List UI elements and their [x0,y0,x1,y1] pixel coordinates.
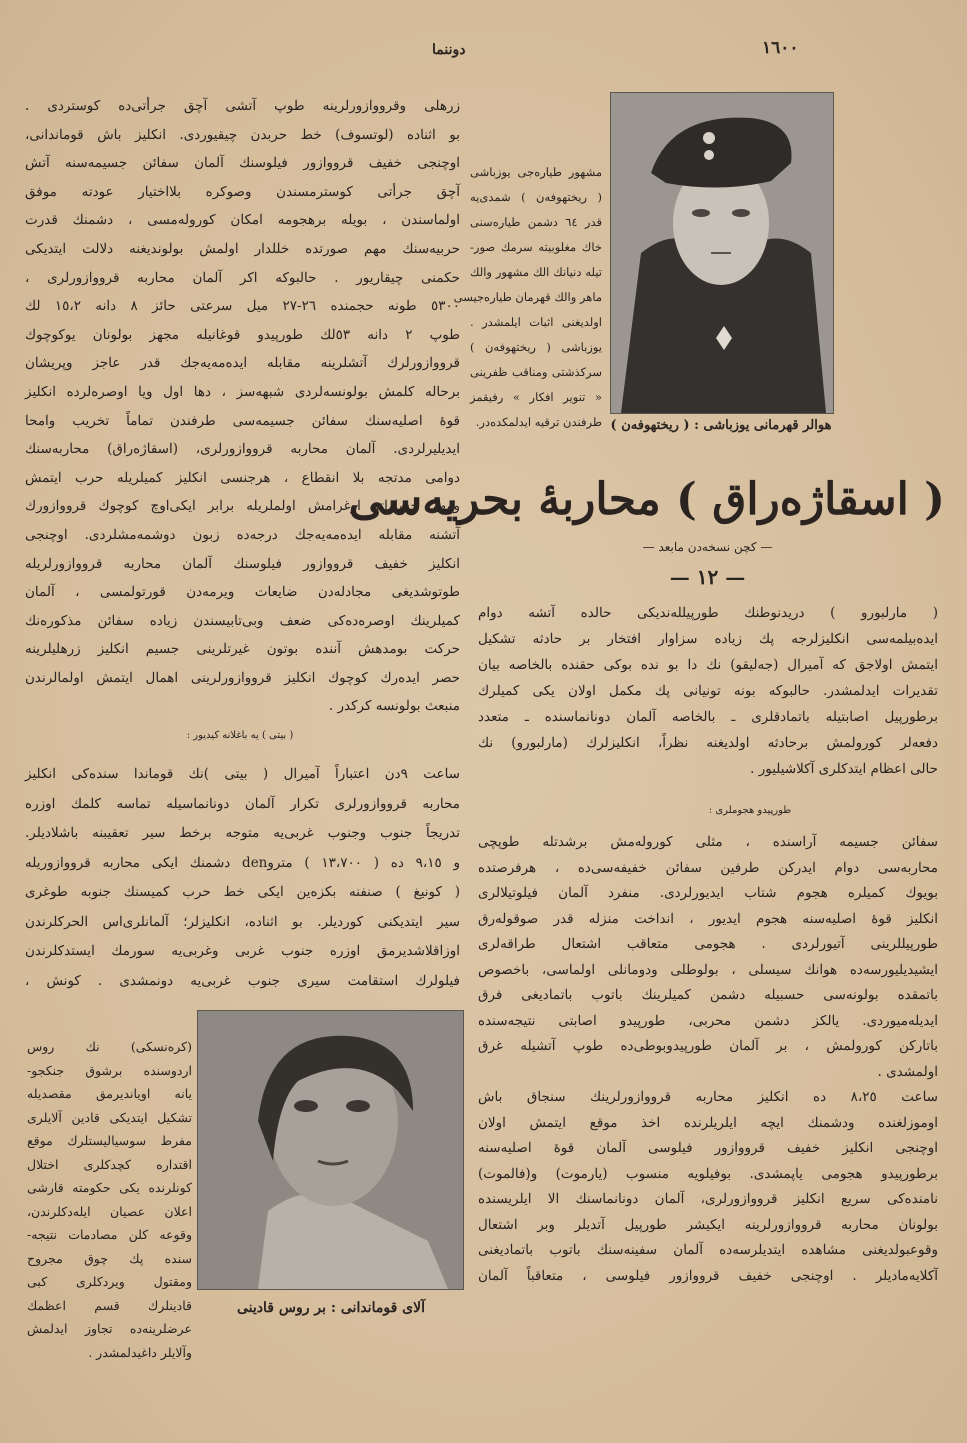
text-line: اوچنجی خفیف قرووازور فیلوسنك آلمان سفائن جسیمه‌سنه آتش [25,155,460,172]
article-paragraph-2 [478,830,938,1085]
text-line: اوچنجی انکلیز خفیف قرووازور فیلوسی آلمان قوهٔ اصلیه‌سنه [478,1140,938,1156]
caption-line: مشهور طیاره‌جی یوزباشی [470,165,602,179]
caption-line: تشکیل ایتدیکی قادین آلایلری [27,1109,192,1125]
caption-line: یانه اویاندیرمق مقصدیله [27,1086,192,1101]
caption-line: ماهر والك قهرمان طیاره‌جیسی [453,290,602,304]
text-line: ومهم خساراته اوغرامش اولملریله برابر ایکی‌اوچ کوچوك قرووازورك [25,498,460,515]
text-line: ساعت ٨،٢٥ ده انکلیز محاربه قرووازورلرینك سنجاق باش [478,1089,938,1105]
text-line: سفائن جسیمه آراسنده ، مثلی کوروله‌مش برشدتله طوپچی [478,834,938,850]
text-line: بویوك کمیلره هجوم شتاب ایدیورلردی. منفرد آلمان فیلوتیلالری [478,885,938,901]
caption-line: عرضلرینه‌ده تجاوز ایدلمش [27,1321,192,1336]
caption-line: مفرط سوسیالیستلرك موقع [27,1133,192,1148]
text-line: محاربه قرووازورلری تکرار آلمان دونانماسیله تماسه کلمك اوزره [25,795,460,812]
caption-line: خاك مغلوبیته سرمك صور- [470,240,602,254]
text-line: طورپیللرینی آتیورلردی . هجومی متعاقب اشتعال طراقه‌لری [478,936,938,952]
woman-photo-side-caption [27,1035,192,1364]
text-line: قرووازورلرك آتشلرینه مقابله ایده‌مه‌یه‌جك قدر عاجز وپریشان [25,355,460,372]
caption-line: ومقتول ویردکلری کبی [27,1274,192,1289]
text-line: و ٩،١٥ ده ( ١٣،٧٠٠ ) متروden دشمنك ایکی محاربه قرووازوریله [25,854,460,871]
pilot-photo-caption: هوالر قهرمانی یوزباشی : ( ریختهوفه‌ن ) [610,418,832,433]
text-line: منبعث بولونسه کرکدر . [328,698,460,715]
richthofen-photo [610,92,834,414]
text-line: ساعت ٩دن اعتباراً آمیرال ( بیتی )نك قوماندا سنده‌کی انکلیز [25,766,460,782]
caption-line: « تنویر افکار » رفیقمز [470,390,602,404]
text-line: برطورپیدو هجومی یاپمشدی. بوفیلویه منسوب (یارموت) و(فالموت) [478,1165,938,1182]
text-line: دوامی مدتجه بلا انقطاع ، هرجنسی انکلیز کمیلریله حرب ایتمش [25,469,460,486]
text-line: حکمنی چیقاریور . حالبوکه اکر آلمان محاربه قرووازورلری ، [25,269,460,286]
caption-line: اقتداره کچدکلری اختلال [27,1156,192,1172]
article-paragraph-1 [478,600,938,782]
pilot-photo-side-caption [453,160,602,435]
caption-line: سنده پك چوق مجروح [27,1250,192,1266]
text-line: ( مارلبورو ) دریدنوطنك طورپیلله‌ندیکی حالده آتشه دوام [478,605,938,621]
left-column-paragraph-2 [25,760,460,996]
text-line: محاربه‌سی دوام ایدرکن طرفین سفائن خفیفه‌سی‌ده ، هرفرصتده [478,859,938,876]
text-line: باتارکن کورولمش ، بر آلمان طورپیدوبوطی‌ده طوپ آتشیله غرق [478,1038,938,1054]
caption-line: قادینلرك قسم اعظمك [27,1297,192,1313]
caption-line: قدر ٦٤ دشمن طیاره‌سنی [470,215,602,229]
text-line: ٥٣٠٠ طونه حجمنده ٢٦-٢٧ میل سرعتی حائز ٨ دانه ١٥،٢ لك [25,298,461,315]
text-line: باتمقده بولونه‌سی حسبیله دشمن کمیلرینك باتوب باتمادیغی فرق [478,987,938,1003]
text-line: حربیه‌سنك مهم صورتده خللدار اولمش بولوندیغنه دلالت ایتدیکی [25,240,460,257]
text-line: حصر ایده‌رك کوچوك انکلیز قرووازورلرینی اهمال ایتمش اولمالرندن [25,669,460,686]
text-line: انکلیز قوهٔ اصلیه‌سنه هجوم ایدیور ، انداخت منزله قدر صوقوله‌رق [478,910,938,927]
caption-line: کونلرنده یکی حکومته قارشی [27,1180,192,1195]
text-line: اوزاقلاشدیرمق اوزره جنوب غربی وغربی‌یه سورمك ایستدکلرندن [25,943,460,959]
caption-line: یوزباشی ( ریختهوفه‌ن ) [470,340,602,354]
left-subheading: ( بیتی ) یه باغلانه کیدیور : [186,730,294,741]
left-column-paragraph-1 [25,92,460,721]
text-line: فیلولرك استقامت سیری جنوب غربی‌یه دونمشدی . کونش ، [25,972,460,989]
text-line: برحاله کلمش بولونسه‌لردی شبهه‌سز ، دها اول ویا اوصره‌لرده انکلیز [25,383,460,400]
caption-line: اعلان عصیان ایله‌دکلرندن، [27,1203,192,1219]
text-line: تقدیرات ایدلمشدر. حالبوکه بونه تونیانی پك مکمل اولان یکی کمیلرك [478,683,938,699]
text-line: حرکت بومدهش آننده بوتون غیرتلرینی جسیم انکلیز زرهلیلرینه [25,641,460,658]
caption-line: ( ریختهوفه‌ن ) شمدی‌یه [470,190,602,204]
article-title: ( اسقاژه‌راق ) محاربهٔ بحریه‌سی [348,474,945,525]
text-line: تدریجاً جنوب وجنوب غربی‌یه متوجه برخط سیر تعقیبنه باشلادیلر. [25,825,460,841]
page-number: ١٦٠٠ [762,38,799,58]
text-line: دفعه‌لر کورولمش برحادثه اولدیغنه نظراً، انکلیزلرك (مارلبورو) نك [478,735,938,751]
text-line: اوموزلغنده ودشمنك ایچه ایلریلرنده اخذ موقع ایتمش اولان [478,1114,938,1131]
article-part-number: — ١٢ — [669,565,746,589]
caption-line: تیله دنیانك الك مشهور والك [470,265,602,279]
text-line: ایدیلیرلردی. آلمان محاربه قرووازورلری، (اسقاژه‌راق) محاربه‌سنك [25,441,460,458]
text-line: ایتمش اولاجق که آمیرال (جه‌لیقو) نك دا بو نده بوکی حقنده بالخاصه بیان [478,657,938,673]
caption-line: سرکذشتی ومناقب ظفرینی [470,365,602,379]
caption-line: طرفندن ترقیه ایدلمکده‌در. [475,415,602,429]
russian-woman-commander-photo [197,1010,464,1290]
caption-line: وآلایلر داغیدلمشدر . [88,1344,192,1360]
text-line: زرهلی وقرووازورلرینه طوپ آتشی آچق جرأتی‌ده کوستردی . [25,98,460,114]
text-line: طوتوشدیغی مجادله‌دن ضایعات ویرمه‌دن قورتولمسی ، آلمان [25,584,460,601]
text-line: اولمشدی . [877,1063,938,1080]
article-paragraph-3 [478,1085,938,1289]
text-line: ایدیله‌میوردی. یالکز دشمن محربی، طورپیدو اصابتی نتیجه‌سنده [478,1012,938,1029]
caption-line: وقوعه کلن مصادمات نتیجه- [27,1227,192,1242]
text-line: اولماسندن ، بویله برهجومه امکان کوروله‌مسی ، دشمنك قدرت [25,212,460,229]
text-line: وقوعبولدیغنی مشاهده ایتدیلرسه‌ده آلمان سفینه‌سنك باتوب باتمادیغنی [478,1242,938,1258]
text-line: قوهٔ اصلیه‌سنك سفائن جسیمه‌سی طرفندن تماماً تخریب وامحا [25,412,460,429]
text-line: آتشنه مقابله ایده‌مه‌یه‌جك درجه‌ده زبون دوشمه‌مشلردی. اوچنجی [25,526,460,543]
magazine-name: دوننما [432,42,466,58]
text-line: سیر ایتدیکنی کوردیلر. بو اثناده، انکلیزلر؛ آلمانلری‌اس الحرکلرندن [25,913,460,930]
article-continued: — کچن نسخه‌دن مابعد — [642,540,773,554]
text-line: کمیلرینك اوصره‌ده‌کی ضعف وبی‌تابیسندن زیاده سفائن مذکوره‌نك [25,612,460,629]
text-line: حالی اعظام ایتدکلری آکلاشیلیور . [750,761,938,777]
woman-photo-caption: آلای قوماندانی : بر روس قادینی [237,1300,425,1316]
text-line: ایشیدیلیورسه‌ده هوانك سیسلی ، بولوطلی ودومانلی اولماسی، باخصوص [478,961,938,978]
text-line: انکلیز خفیف قرووازور فیلوسنك آلمان محاربه قرووازورلریله [25,555,460,572]
text-line: آکلایه‌مادیلر . اوچنجی خفیف قرووازور فیلوسی ، متعاقباً آلمان [478,1267,938,1284]
caption-line: اردوسنده برشوق جنکجو- [27,1062,192,1078]
text-line: طوپ ٢ دانه ٥٣لك طورپیدو قوغانیله مجهز بولونان یوکوچوك [25,326,460,343]
caption-line: اولدیغنی اثبات ایلمشدر . [470,315,602,329]
text-line: نامنده‌کی سریع انکلیز قرووازورلری، آلمان دونانماسنك الا ایلریسنده [478,1191,938,1207]
article-subheading: طورپیدو هجوملری : [708,805,792,816]
text-line: ( کونیغ ) صنفنه بکزه‌ین ایکی خط حرب کمیسنك جنوبه طوغری [25,884,460,900]
text-line: بولونان محاربه قرووازورلرینه ایکیشر طورپیل آتدیلر وبر اشتعال [478,1216,938,1233]
text-line: ایده‌بیلمه‌سی انکلیزلرجه پك زیاده سزاوار افتخار بر حادثه تشکیل [478,631,938,647]
caption-line: (کره‌نسکی) نك روس [27,1039,192,1054]
text-line: آچق جرأتی کوسترمسندن وصوکره بلااختیار عودته موفق [25,183,460,200]
text-line: برطورپیل اصابتیله باتمادقلری ـ بالخاصه آلمان دونانماسنده ـ متعدد [478,709,938,725]
text-line: بو اثناده (لوتسوف) خط حربدن چیقیوردی. انکلیز باش قوماندانی، [25,126,460,143]
